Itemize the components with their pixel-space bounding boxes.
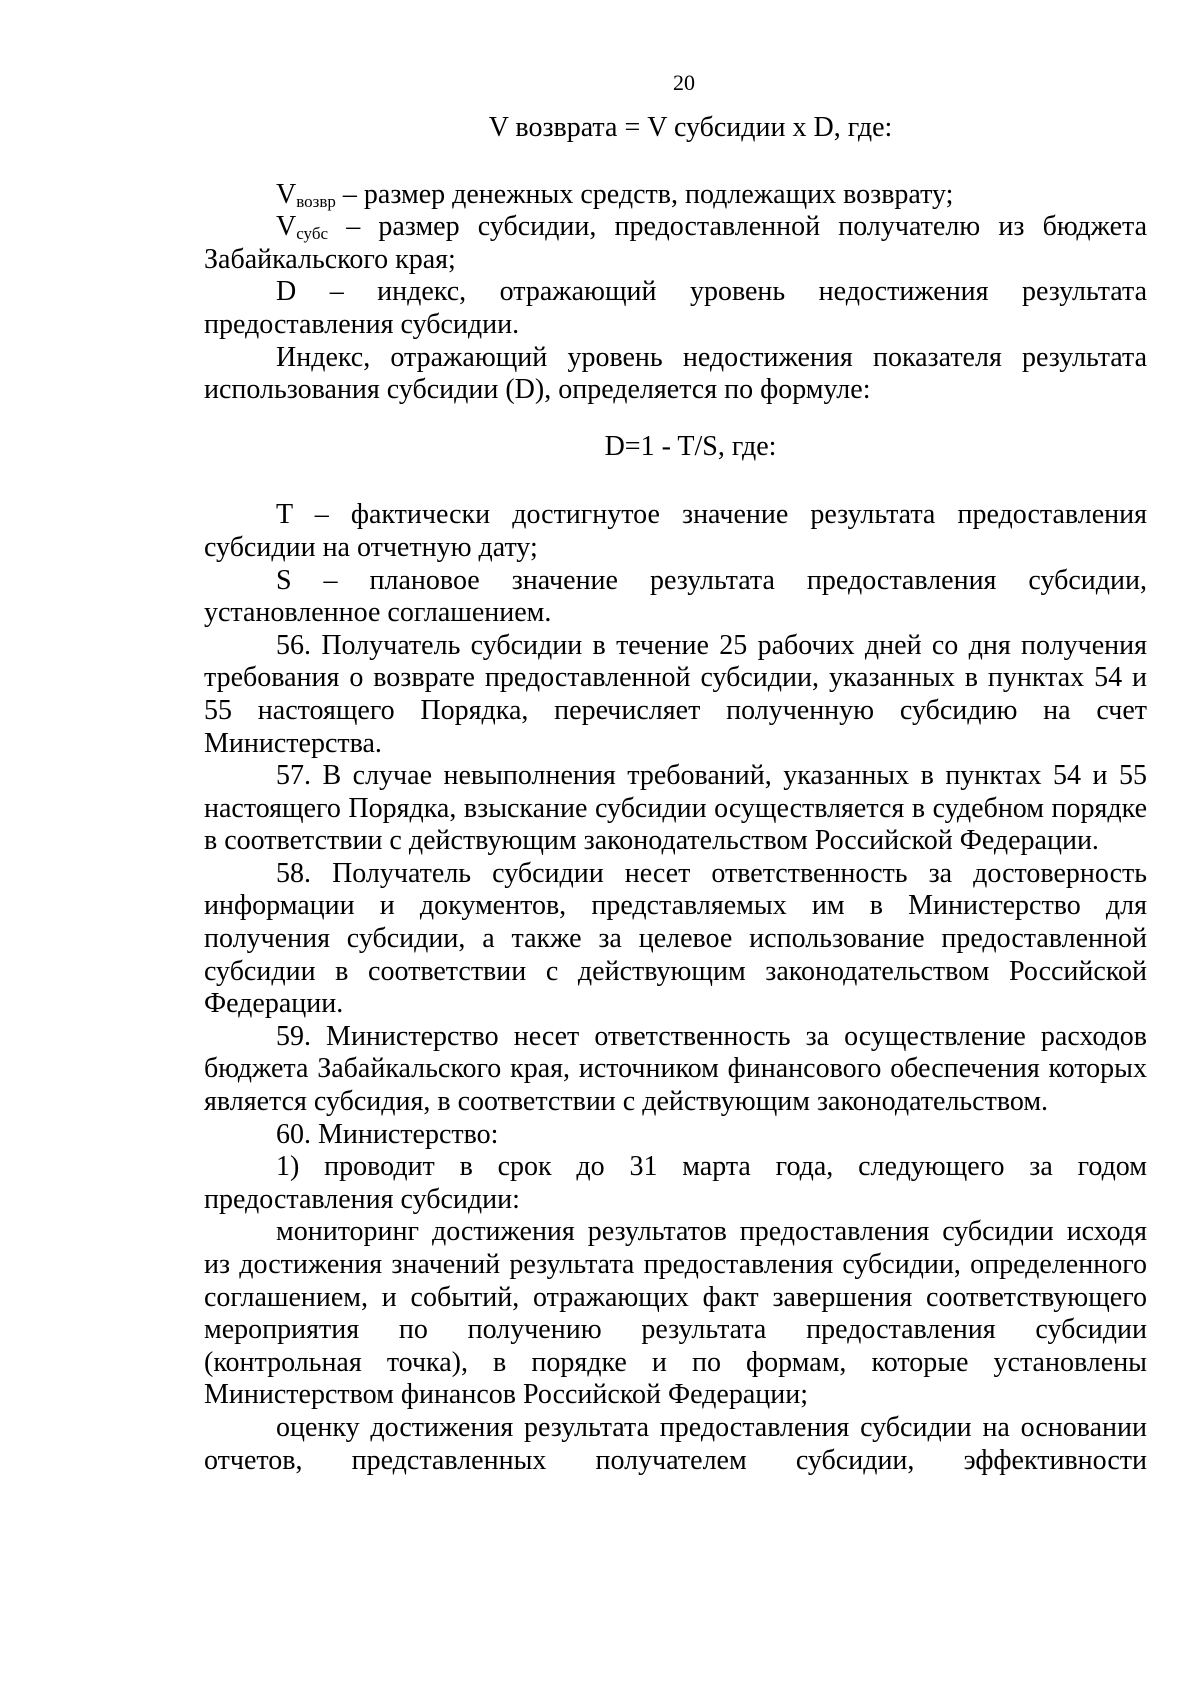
index-intro-paragraph: Индекс, отражающий уровень недостижения показателя результата использования субсидии (D), определяется по формуле: [204,341,1147,406]
paragraph-60: 60. Министерство: [276,1118,499,1150]
definition-d: D – индекс, отражающий уровень недостижения результата предоставления субсидии. [204,276,1147,340]
v-return-symbol: V [276,178,297,210]
definition-s: S – плановое значение результата предоставления субсидии, установленное соглашением. [204,564,1147,629]
v-subsidy-subscript: субс [296,224,329,244]
paragraph-58: 58. Получатель субсидии несет ответственность за достоверность информации и документов, представляемых им в Министерство для получения субсидии, а также за целевое использование предоставленной субсидии в соответствии с действующим законодательством Российской Федерации. [204,857,1147,1020]
paragraph-59: 59. Министерство несет ответственность за осуществление расходов бюджета Забайкальского края, источником финансового обеспечения которых является субсидия, в соответствии с действующим законодательством. [204,1020,1147,1118]
definition-v-return [204,179,1147,212]
formula-return-amount: V возврата = V субсидии x D, где: [488,112,893,143]
paragraph-60-evaluation: оценку достижения результата предоставления субсидии на основании отчетов, представленных получателем субсидии, эффективности [204,1411,1147,1476]
formula-index-d: D=1 - T/S, где: [604,430,777,462]
definition-v-subsidy [204,211,1147,276]
paragraph-56: 56. Получатель субсидии в течение 25 рабочих дней со дня получения требования о возврате предоставленной субсидии, указанных в пунктах 54 и 55 настоящего Порядка, перечисляет полученную субсидию на счет Министерства. [204,629,1147,759]
v-subsidy-text: – размер субсидии, предоставленной получателю из бюджета Забайкальского края; [204,211,1147,275]
v-return-text: – размер денежных средств, подлежащих возврату; [335,178,954,210]
paragraph-57: 57. В случае невыполнения требований, указанных в пунктах 54 и 55 настоящего Порядка, взыскание субсидии осуществляется в судебном порядке в соответствии с действующим законодательством Российской Федерации. [204,760,1147,857]
document-body [204,112,1147,1477]
v-return-subscript: возвр [296,191,336,211]
v-subsidy-symbol: V [276,211,297,243]
definition-t: T – фактически достигнутое значение результата предоставления субсидии на отчетную дату; [204,499,1147,563]
paragraph-60-item-1: 1) проводит в срок до 31 марта года, следующего за годом предоставления субсидии: [204,1151,1147,1215]
page-number: 20 [673,70,695,95]
paragraph-60-monitoring: мониторинг достижения результатов предоставления субсидии исходя из достижения значений результата предоставления субсидии, определенного соглашением, и событий, отражающих факт завершения соответствующего мероприятия по получению результата предоставления субсидии (контрольная точка), в порядке и по формам, которые установлены Министерством финансов Российской Федерации; [204,1216,1147,1411]
